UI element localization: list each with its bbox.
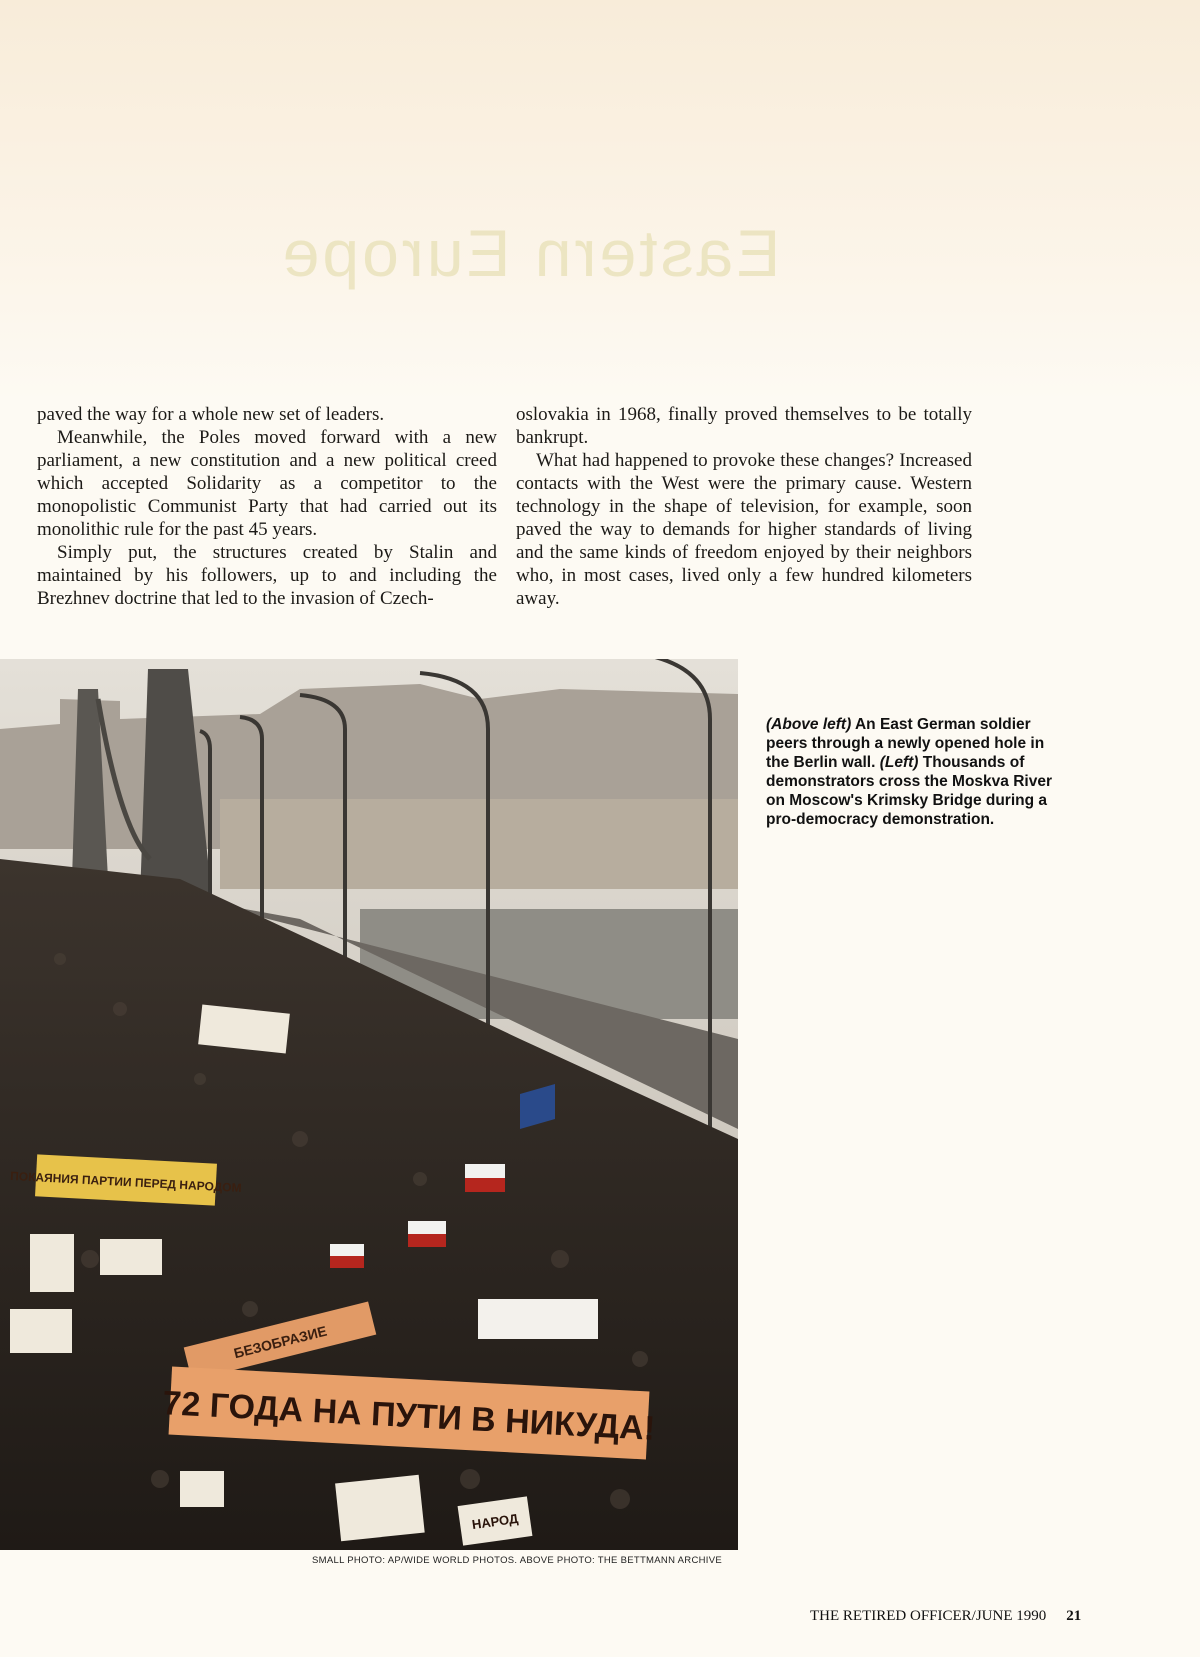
photo-illustration <box>0 659 738 1550</box>
paragraph: Simply put, the structures created by Stalin and maintained by his followers, up to and including the Brezhnev doctrine that led to the invasion of Czech- <box>37 542 497 609</box>
bridge-demonstration-photo <box>0 659 738 1550</box>
caption-text: An East German soldier peers through a newly opened hole in the Berlin wall. <box>766 716 1045 771</box>
paragraph: Meanwhile, the Poles moved forward with a new parliament, a new constitution and a new political creed which accepted Solidarity as a competitor to the monopolistic Communist Party that had carried out its monolithic rule for the past 45 years. <box>37 427 497 540</box>
page-footer <box>810 1608 1081 1625</box>
banner-text: БЕЗОБРАЗИЕ <box>232 1322 329 1362</box>
article-column-right <box>516 403 972 610</box>
caption-text: Thousands of demonstrators cross the Moskva River on Moscow's Krimsky Bridge during a pro-democracy demonstration. <box>766 754 1052 828</box>
paragraph: oslovakia in 1968, finally proved themselves to be totally bankrupt. <box>516 404 972 448</box>
ghost-heading: Eastern Europe <box>279 216 781 290</box>
article-column-left <box>37 403 497 610</box>
photo-credit: SMALL PHOTO: AP/WIDE WORLD PHOTOS. ABOVE PHOTO: THE BETTMANN ARCHIVE <box>312 1555 722 1566</box>
banner-text: ПОКАЯНИЯ ПАРТИИ ПЕРЕД НАРОДОМ <box>9 1168 242 1196</box>
page-tint <box>0 0 1200 400</box>
page-number: 21 <box>1066 1608 1082 1624</box>
publication-line: THE RETIRED OFFICER/JUNE 1990 <box>810 1608 1047 1624</box>
paragraph: paved the way for a whole new set of leaders. <box>37 404 385 425</box>
paragraph: What had happened to provoke these changes? Increased contacts with the West were the primary cause. Western technology in the shape of television, for example, soon paved the way to demands for higher standards of living and the same kinds of freedom enjoyed by their neighbors who, in most cases, lived only a few hundred kilometers away. <box>516 450 972 609</box>
embankment-building <box>220 799 738 889</box>
photo-caption <box>766 715 1066 829</box>
caption-lead: (Above left) <box>766 716 852 733</box>
banner-text: 72 ГОДА НА ПУТИ В НИКУДА! <box>161 1384 657 1448</box>
caption-lead: (Left) <box>879 754 919 771</box>
banner-text: НАРОД <box>471 1510 520 1533</box>
